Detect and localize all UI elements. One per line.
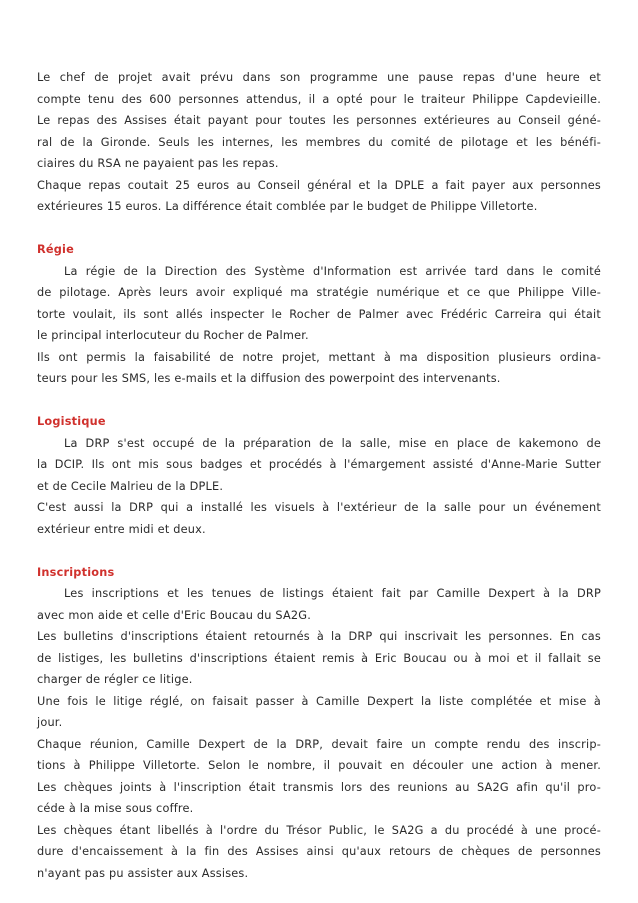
- paragraph-line: Les chèques joints à l'inscription était transmis lors des reunions au SA2G afin qu'il pro-: [37, 780, 601, 794]
- paragraph-line: le principal interlocuteur du Rocher de Palmer.: [37, 329, 309, 342]
- paragraph-line: jour.: [37, 716, 63, 729]
- paragraph-line: La DRP s'est occupé de la préparation de la salle, mise en place de kakemono de: [64, 436, 601, 450]
- paragraph-line: Le repas des Assises était payant pour toutes les personnes extérieures au Conseil géné-: [37, 114, 601, 127]
- paragraph-line: dure d'encaissement à la fin des Assises ainsi qu'aux retours de chèques de personnes: [37, 845, 601, 858]
- paragraph-line: Les bulletins d'inscriptions étaient retournés à la DRP qui inscrivait les personnes. En cas: [37, 630, 601, 643]
- paragraph-line: C'est aussi la DRP qui a installé les visuels à l'extérieur de la salle pour un événement: [37, 501, 601, 514]
- paragraph-line: Les chèques étant libellés à l'ordre du Trésor Public, le SA2G a du procédé à une procé-: [37, 823, 601, 837]
- paragraph-line: avec mon aide et celle d'Eric Boucau du SA2G.: [37, 608, 312, 622]
- paragraph-line: Chaque repas coutait 25 euros au Conseil général et la DPLE a fait payer aux personnes: [37, 178, 601, 192]
- paragraph-line: ciaires du RSA ne payaient pas les repas.: [37, 157, 279, 170]
- paragraph-line: Les inscriptions et les tenues de listings étaient fait par Camille Dexpert à la DRP: [64, 587, 601, 600]
- paragraph-line: céde à la mise sous coffre.: [37, 802, 194, 815]
- regie-section: [37, 239, 601, 390]
- document-body: [37, 67, 601, 884]
- paragraph-line: charger de régler ce litige.: [37, 673, 193, 686]
- paragraph-line: tions à Philippe Villetorte. Selon le nombre, il pouvait en découler une action à mener.: [37, 759, 601, 772]
- paragraph-line: torte voulait, ils sont allés inspecter le Rocher de Palmer avec Frédéric Carreira qui était: [37, 307, 601, 321]
- paragraph-line: n'ayant pas pu assister aux Assises.: [37, 866, 249, 880]
- section-heading-inscriptions: Inscriptions: [37, 565, 115, 579]
- paragraph-line: et de Cecile Malrieu de la DPLE.: [37, 479, 224, 493]
- logistique-section: [37, 411, 601, 540]
- paragraph-line: Ils ont permis la faisabilité de notre projet, mettant à ma disposition plusieurs ordina-: [37, 350, 601, 364]
- paragraph-line: la DCIP. Ils ont mis sous badges et procédés à l'émargement assisté d'Anne-Marie Sutter: [37, 458, 601, 471]
- section-heading-logistique: Logistique: [37, 415, 106, 428]
- paragraph-line: de pilotage. Après leurs avoir expliqué ma stratégie numérique et ce que Philippe Ville-: [37, 286, 601, 299]
- section-heading-regie: Régie: [37, 243, 74, 256]
- paragraph-line: Chaque réunion, Camille Dexpert de la DRP, devait faire un compte rendu des inscrip-: [37, 737, 601, 751]
- paragraph-line: ral de la Gironde. Seuls les internes, les membres du comité de pilotage et les bénéfi-: [37, 135, 601, 149]
- paragraph-line: Une fois le litige réglé, on faisait passer à Camille Dexpert la liste complétée et mise à: [37, 694, 601, 708]
- paragraph-line: Le chef de projet avait prévu dans son programme une pause repas d'une heure et: [37, 71, 601, 84]
- paragraph-line: compte tenu des 600 personnes attendus, il a opté pour le traiteur Philippe Capdevieille.: [37, 92, 601, 106]
- paragraph-line: teurs pour les SMS, les e-mails et la diffusion des powerpoint des intervenants.: [37, 372, 501, 385]
- paragraph-line: La régie de la Direction des Système d'Information est arrivée tard dans le comité: [64, 264, 601, 278]
- paragraph-line: extérieures 15 euros. La différence était comblée par le budget de Philippe Villetorte.: [37, 200, 538, 213]
- intro-section: [37, 67, 601, 218]
- inscriptions-section: [37, 562, 601, 885]
- paragraph-line: extérieur entre midi et deux.: [37, 522, 206, 536]
- paragraph-line: de listiges, les bulletins d'inscriptions étaient remis à Eric Boucau ou à moi et il fallait se: [37, 651, 601, 665]
